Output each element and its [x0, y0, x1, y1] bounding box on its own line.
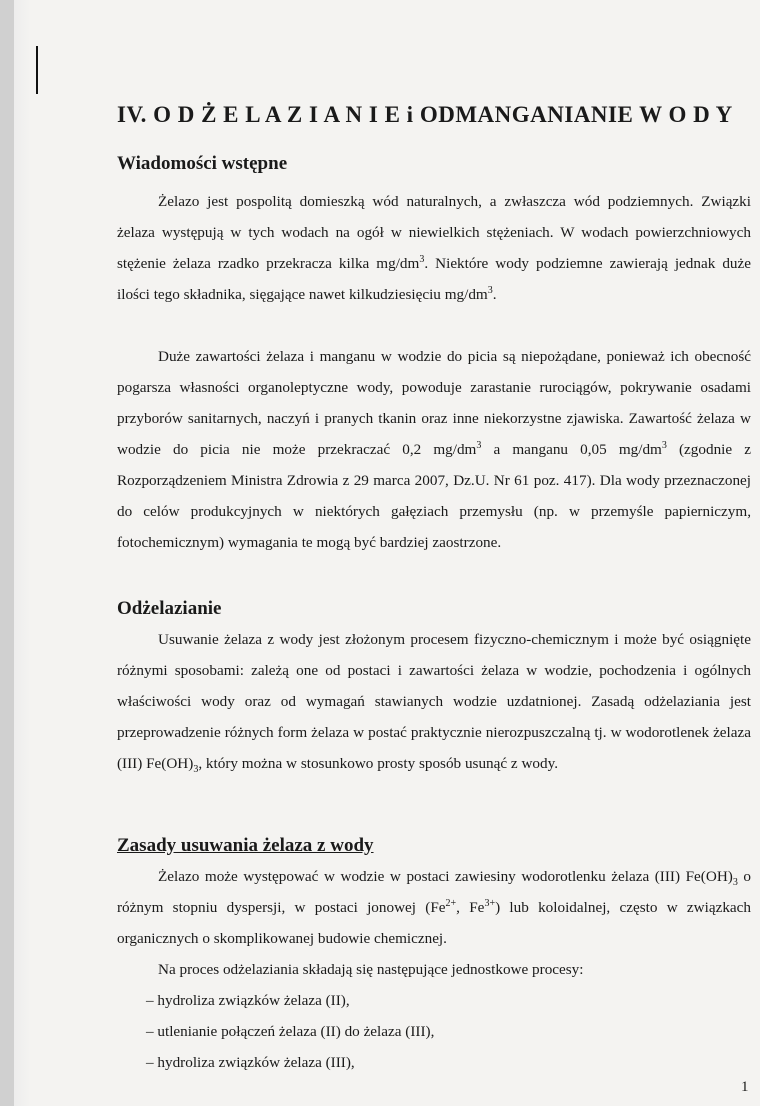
list-item: – hydroliza związków żelaza (III), — [146, 1047, 434, 1078]
section-heading-intro: Wiadomości wstępne — [117, 153, 288, 174]
paragraph-deferrization: Usuwanie żelaza z wody jest złożonym procesem fizyczno-chemicznym i może być osiągnięte różnymi sposobami: zależą one od postaci i zawartości żelaza w wodzie, pochodzenia i ogólnych właściwości wody oraz od wymagań stawianych wodzie uzdatnionej. Zasadą odżelaziania jest przeprowadzenie różnych form żelaza w postać praktycznie nierozpuszczalną tj. w wodorotlenek żelaza (III) $Fe(OH)_3$, który można w stosunkowo prosty sposób usunąć z wody. — [117, 631, 751, 776]
page-number: 1 — [741, 1079, 749, 1095]
paragraph-intro-2: Duże zawartości żelaza i manganu w wodzie do picia są niepożądane, ponieważ ich obecność pogarsza własności organoleptyczne wody, powoduje zarastanie rurociągów, pokrywanie osadami przyborów sanitarnych, naczyń i pranych tkanin oraz inne niekorzystne zjawiska. Zawartość żelaza w wodzie do picia nie może przekraczać 0,2 $mg/dm^3$ a manganu 0,05 $mg/dm^3$ (zgodnie z Rozporządzeniem Ministra Zdrowia z 29 marca 2007, Dz.U. Nr 61 poz. 417). Dla wody przeznaczonej do celów produkcyjnych w niektórych gałęziach przemysłu (np. w przemyśle papierniczym, fotochemicznym) wymagania te mogą być bardziej zaostrzone. — [117, 348, 751, 551]
section-heading-rules: Zasady usuwania żelaza z wody — [117, 835, 374, 856]
scan-edge — [0, 0, 14, 1106]
process-steps-list — [146, 985, 434, 1078]
paragraph-rules-2: Na proces odżelaziania składają się następujące jednostkowe procesy: — [158, 961, 584, 978]
paragraph-intro-1: Żelazo jest pospolitą domieszką wód naturalnych, a zwłaszcza wód podziemnych. Związki żelaza występują w tych wodach na ogół w niewielkich stężeniach. W wodach powierzchniowych stężenie żelaza rzadko przekracza kilka $mg/dm^3$. Niektóre wody podziemne zawierają jednak duże ilości tego składnika, sięgające nawet kilkudziesięciu $mg/dm^3$. — [117, 193, 751, 303]
list-item: – utlenianie połączeń żelaza (II) do żelaza (III), — [146, 1016, 434, 1047]
section-heading-deferrization: Odżelazianie — [117, 598, 222, 619]
chapter-title: IV. O D Ż E L A Z I A N I E i ODMANGANIANIE W O D Y — [117, 102, 733, 127]
paragraph-rules-1: Żelazo może występować w wodzie w postaci zawiesiny wodorotlenku żelaza (III) $Fe(OH)_3$ o różnym stopniu dyspersji, w postaci jonowej ($Fe^{2+}$, $Fe^{3+}$) lub koloidalnej, często w związkach organicznych o skomplikowanej budowie chemicznej. — [117, 868, 752, 947]
list-item: – hydroliza związków żelaza (II), — [146, 985, 434, 1016]
margin-mark — [36, 46, 38, 94]
